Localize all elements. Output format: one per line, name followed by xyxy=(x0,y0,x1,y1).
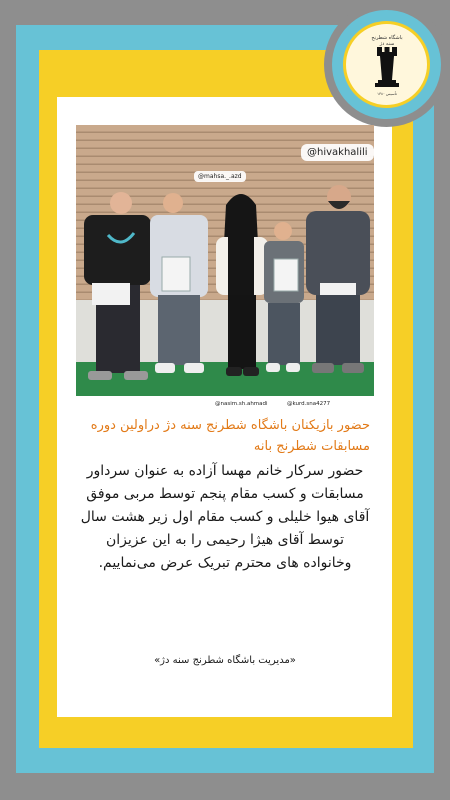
team-photo xyxy=(76,125,374,407)
photo-tag-main[interactable]: @hivakhalili xyxy=(301,144,374,161)
photo-tag-bottom-left[interactable]: @nasim.sh.ahmadi xyxy=(212,400,271,408)
post-signature: «مدیریت باشگاه شطرنج سنه دژ» xyxy=(154,655,296,666)
club-logo xyxy=(343,21,430,108)
rook-chess-icon xyxy=(352,30,422,100)
post-headline: حضور بازیکنان باشگاه شطرنج سنه دژ دراولین دوره مسابقات شطرنج بانه xyxy=(90,418,370,454)
post-body: حضور سرکار خانم مهسا آزاده به عنوان سرداور مسابقات و کسب مقام پنجم توسط مربی موفق آقای هیوا خلیلی و کسب مقام اول زیر هشت سال توسط آقای هیژا رحیمی را به این عزیزان وخانواده های محترم تبریک عرض می‌نماییم. xyxy=(80,463,370,571)
logo-text-top: باشگاه شطرنج xyxy=(370,34,403,41)
logo-text-name: سنه دژ xyxy=(379,40,394,47)
photo-illustration xyxy=(76,125,374,396)
photo-tag-top[interactable]: @mahsa._.azd xyxy=(194,171,246,182)
photo-tag-bottom-right[interactable]: @kurd.sna4277 xyxy=(284,400,333,408)
logo-text-founded: تأسیس ۱۳۸۰ xyxy=(376,91,397,96)
